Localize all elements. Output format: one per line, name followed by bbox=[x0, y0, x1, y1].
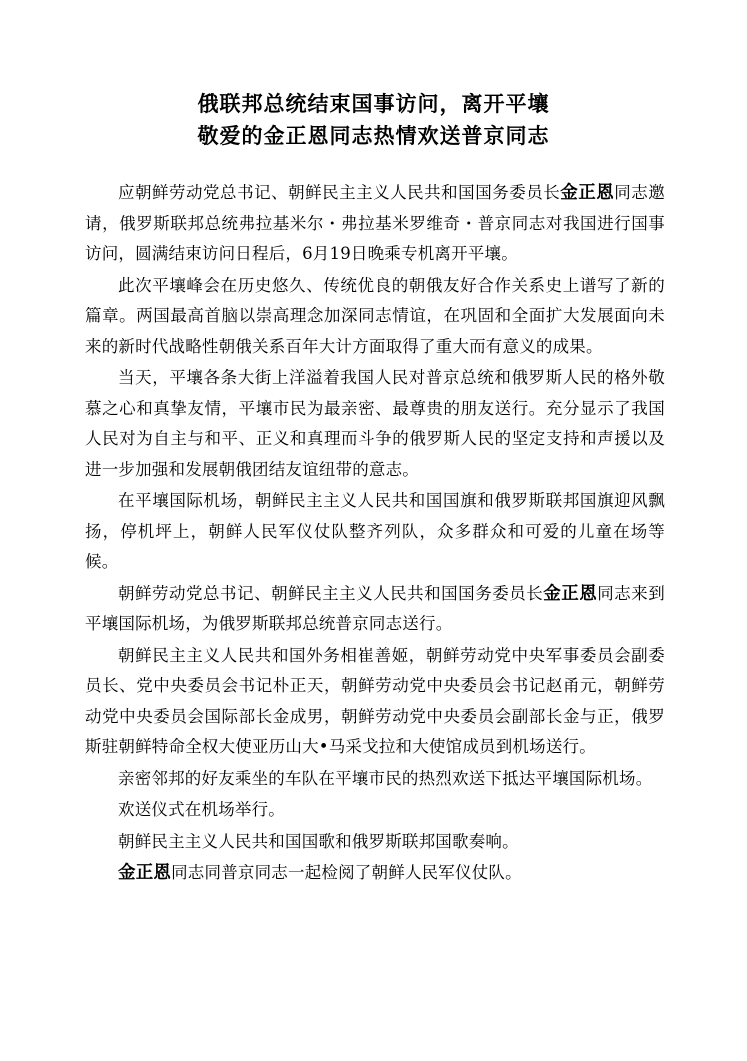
paragraph-4: 在平壤国际机场，朝鲜民主主义人民共和国国旗和俄罗斯联邦国旗迎风飘扬，停机坪上，朝鲜人民军仪仗队整齐列队，众多群众和可爱的儿童在场等候。 bbox=[85, 491, 665, 571]
paragraph-2: 此次平壤峰会在历史悠久、传统优良的朝俄友好合作关系史上谱写了新的篇章。两国最高首脑以崇高理念加深同志情谊，在巩固和全面扩大发展面向未来的新时代战略性朝俄关系百年大计方面取得了重大而有意义的成果。 bbox=[85, 275, 665, 356]
paragraph-7: 亲密邻邦的好友乘坐的车队在平壤市民的热烈欢送下抵达平壤国际机场。 bbox=[118, 768, 653, 788]
article-title bbox=[0, 88, 747, 152]
leader-name-highlight: 金正恩 bbox=[118, 863, 172, 883]
paragraph-1-text-before: 应朝鲜劳动党总书记、朝鲜民主主义人民共和国国务委员长 bbox=[118, 183, 561, 202]
title-line-1: 俄联邦总统结束国事访问，离开平壤 bbox=[197, 92, 550, 116]
title-line-2: 敬爱的金正恩同志热情欢送普京同志 bbox=[197, 124, 550, 148]
paragraph-5 bbox=[85, 579, 665, 640]
paragraph-9: 朝鲜民主主义人民共和国国歌和俄罗斯联邦国歌奏响。 bbox=[118, 831, 519, 851]
paragraph-3: 当天，平壤各条大街上洋溢着我国人民对普京总统和俄罗斯人民的格外敬慕之心和真挚友情，平壤市民为最亲密、最尊贵的朋友送行。充分显示了我国人民对为自主与和平、正义和真理而斗争的俄罗斯人民的坚定支持和声援以及进一步加强和发展朝俄团结友谊纽带的意志。 bbox=[85, 368, 665, 479]
paragraph-5-text-after: 同志来到平壤国际机场，为俄罗斯联邦总统普京同志送行。 bbox=[85, 583, 665, 633]
leader-name-highlight: 金正恩 bbox=[543, 583, 598, 604]
paragraph-8: 欢送仪式在机场举行。 bbox=[118, 800, 285, 819]
paragraph-5-text-before: 朝鲜劳动党总书记、朝鲜民主主义人民共和国国务委员长 bbox=[118, 583, 544, 603]
paragraph-10-text-after: 同志同普京同志一起检阅了朝鲜人民军仪仗队。 bbox=[171, 863, 522, 882]
paragraph-6: 朝鲜民主主义人民共和国外务相崔善姬，朝鲜劳动党中央军事委员会副委员长、党中央委员会书记朴正天，朝鲜劳动党中央委员会书记赵甬元，朝鲜劳动党中央委员会国际部长金成男，朝鲜劳动党中央委员会副部长金与正，俄罗斯驻朝鲜特命全权大使亚历山大•马采戈拉和大使馆成员到机场送行。 bbox=[85, 645, 665, 756]
paragraph-10 bbox=[85, 858, 665, 889]
article-body bbox=[85, 178, 665, 890]
paragraph-1-text-after: 同志邀请，俄罗斯联邦总统弗拉基米尔・弗拉基米罗维奇・普京同志对我国进行国事访问，圆满结束访问日程后，6月19日晚乘专机离开平壤。 bbox=[85, 183, 665, 263]
paragraph-1 bbox=[85, 178, 665, 270]
leader-name-highlight: 金正恩 bbox=[560, 183, 615, 203]
